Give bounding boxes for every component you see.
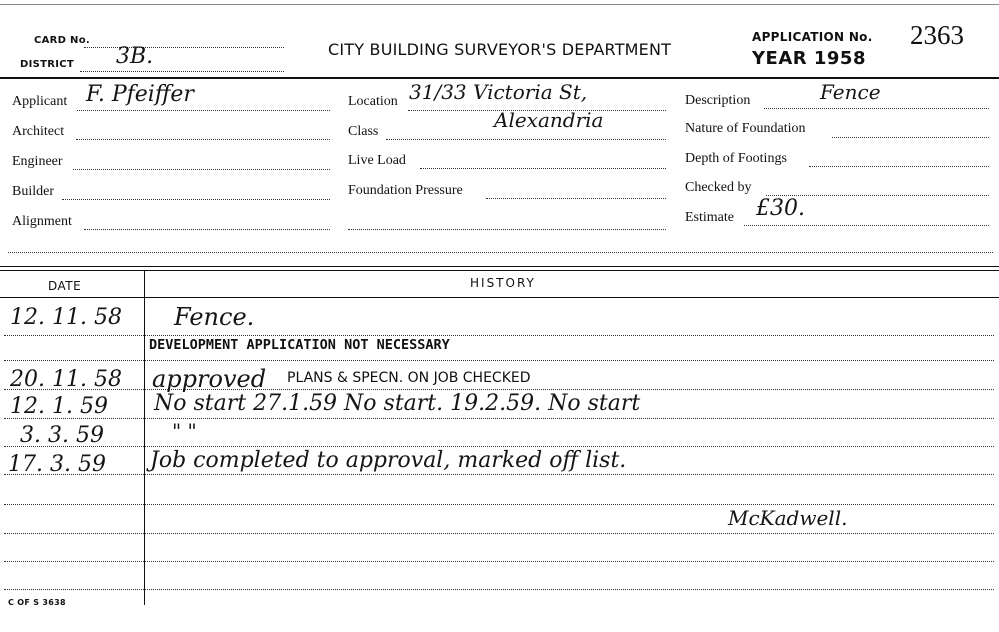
- depth-of-footings-label: Depth of Footings: [685, 151, 787, 166]
- live-load-label: Live Load: [348, 153, 406, 168]
- history-row-line: [4, 446, 994, 447]
- application-no-value: 2363: [910, 20, 964, 50]
- year-label: YEAR 1958: [752, 48, 866, 69]
- history-row-line: [4, 561, 994, 562]
- applicant-line: [77, 110, 330, 111]
- history-row-line: [4, 589, 994, 590]
- nature-of-foundation-line: [832, 137, 989, 138]
- live-load-line: [420, 168, 666, 169]
- history-row-line: [4, 335, 994, 336]
- builder-line: [62, 199, 330, 200]
- application-no-label: APPLICATION No.: [752, 30, 873, 44]
- history-entry: Fence.: [174, 303, 255, 331]
- signature: McKadwell.: [728, 506, 848, 530]
- history-date: 3. 3. 59: [20, 423, 104, 448]
- district-line: [80, 71, 284, 72]
- nature-of-foundation-label: Nature of Foundation: [685, 121, 806, 136]
- fields-bottom-line: [8, 252, 993, 253]
- estimate-line: [744, 225, 989, 226]
- foundation-pressure-label: Foundation Pressure: [348, 183, 463, 198]
- checked-by-label: Checked by: [685, 180, 752, 195]
- depth-of-footings-line: [809, 166, 989, 167]
- history-date: 20. 11. 58: [10, 367, 122, 392]
- estimate-value: £30.: [756, 196, 805, 221]
- history-stamp: PLANS & SPECN. ON JOB CHECKED: [287, 370, 531, 386]
- history-row-line: [4, 504, 994, 505]
- department-title: CITY BUILDING SURVEYOR'S DEPARTMENT: [328, 40, 672, 59]
- alignment-label: Alignment: [12, 214, 72, 229]
- class-value: Alexandria: [494, 108, 604, 132]
- date-column-divider: [144, 270, 145, 605]
- history-row-line: [4, 533, 994, 534]
- alignment-line: [84, 229, 330, 230]
- architect-label: Architect: [12, 124, 65, 139]
- estimate-label: Estimate: [685, 210, 734, 225]
- class-label: Class: [348, 124, 379, 139]
- history-entry: No start 27.1.59 No start. 19.2.59. No start: [154, 391, 641, 416]
- engineer-line: [73, 169, 330, 170]
- history-date: 12. 1. 59: [10, 394, 108, 419]
- middle-blank-line: [348, 229, 666, 230]
- card-no-line: [84, 47, 284, 48]
- engineer-label: Engineer: [12, 154, 63, 169]
- history-stamp: DEVELOPMENT APPLICATION NOT NECESSARY: [149, 337, 450, 353]
- description-label: Description: [685, 93, 751, 108]
- description-line: [764, 108, 989, 109]
- history-entry: Job completed to approval, marked off list.: [150, 448, 627, 473]
- form-code: C OF S 3638: [8, 598, 66, 607]
- history-header: HISTORY: [470, 276, 536, 290]
- class-line: [386, 139, 666, 140]
- history-date: 12. 11. 58: [10, 305, 122, 330]
- top-edge: [0, 4, 999, 5]
- history-row-line: [4, 360, 994, 361]
- description-value: Fence: [820, 80, 881, 104]
- architect-line: [76, 139, 330, 140]
- history-row-line: [4, 474, 994, 475]
- history-row-line: [4, 418, 994, 419]
- location-label: Location: [348, 94, 398, 109]
- district-value: 3B.: [116, 44, 154, 69]
- applicant-label: Applicant: [12, 94, 68, 109]
- card-no-label: CARD No.: [34, 35, 90, 46]
- applicant-value: F. Pfeiffer: [86, 82, 194, 107]
- foundation-pressure-line: [486, 198, 666, 199]
- history-entry: approved: [152, 365, 267, 393]
- history-rule-2: [0, 270, 999, 271]
- history-date: 17. 3. 59: [8, 452, 106, 477]
- district-label: DISTRICT: [20, 59, 75, 70]
- date-header: DATE: [48, 279, 82, 293]
- history-header-rule: [0, 297, 999, 298]
- history-entry: " ": [172, 419, 197, 443]
- builder-label: Builder: [12, 184, 54, 199]
- location-value: 31/33 Victoria St,: [409, 80, 588, 104]
- header-rule: [0, 77, 999, 79]
- history-rule-1: [0, 266, 999, 267]
